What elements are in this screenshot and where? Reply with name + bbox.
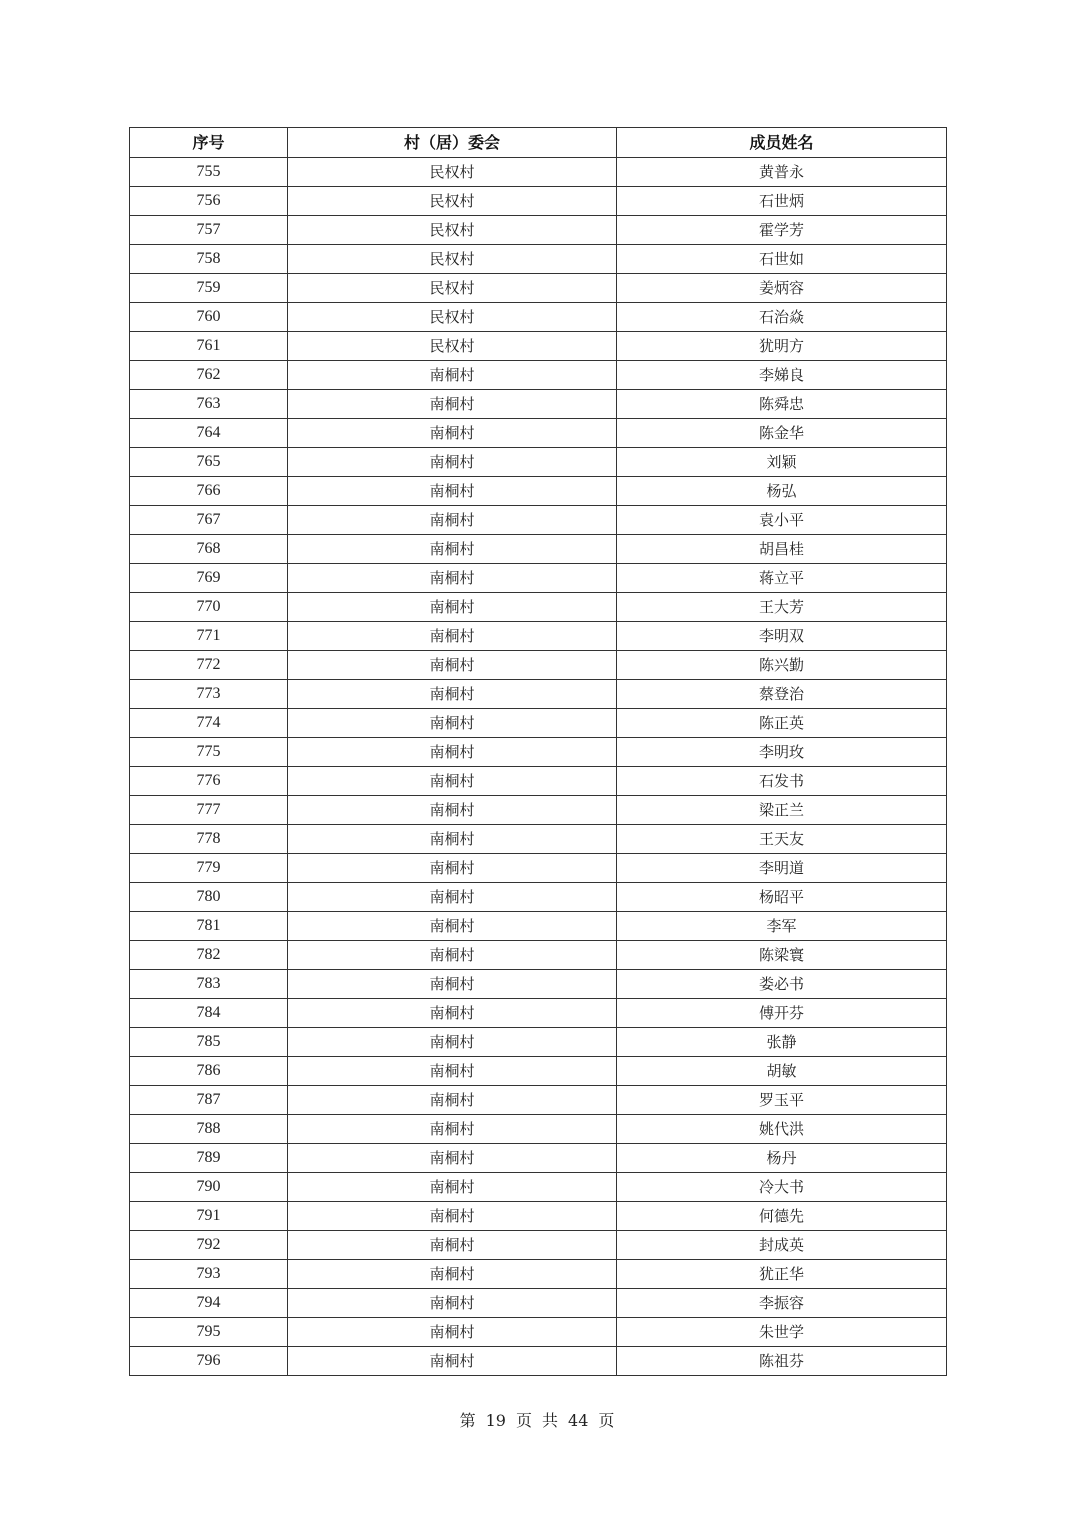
cell-committee: 南桐村 (288, 680, 617, 709)
table-row (130, 535, 947, 564)
table-row (130, 274, 947, 303)
cell-serial-number: 772 (130, 651, 288, 680)
footer-total-unit: 页 (598, 1411, 615, 1430)
cell-serial-number: 790 (130, 1173, 288, 1202)
cell-committee: 南桐村 (288, 1231, 617, 1260)
cell-committee: 民权村 (288, 274, 617, 303)
cell-committee: 民权村 (288, 187, 617, 216)
table-row (130, 1115, 947, 1144)
cell-serial-number: 783 (130, 970, 288, 999)
cell-serial-number: 791 (130, 1202, 288, 1231)
table-row (130, 1318, 947, 1347)
cell-serial-number: 763 (130, 390, 288, 419)
footer-total-pages: 44 (568, 1411, 589, 1430)
header-member-name: 成员姓名 (617, 128, 947, 158)
cell-committee: 南桐村 (288, 912, 617, 941)
cell-member-name: 石世如 (617, 245, 947, 274)
cell-committee: 南桐村 (288, 825, 617, 854)
cell-member-name: 杨丹 (617, 1144, 947, 1173)
cell-serial-number: 776 (130, 767, 288, 796)
table-row (130, 390, 947, 419)
cell-member-name: 王天友 (617, 825, 947, 854)
cell-serial-number: 768 (130, 535, 288, 564)
footer-total-prefix: 共 (542, 1411, 559, 1430)
cell-committee: 南桐村 (288, 651, 617, 680)
cell-serial-number: 780 (130, 883, 288, 912)
cell-member-name: 陈正英 (617, 709, 947, 738)
footer-current-page: 19 (485, 1411, 506, 1430)
cell-serial-number: 773 (130, 680, 288, 709)
cell-member-name: 袁小平 (617, 506, 947, 535)
cell-serial-number: 757 (130, 216, 288, 245)
table-body (130, 158, 947, 1376)
table-row (130, 187, 947, 216)
footer-page-unit: 页 (515, 1411, 532, 1430)
cell-member-name: 杨昭平 (617, 883, 947, 912)
cell-committee: 民权村 (288, 216, 617, 245)
table-header-row (130, 128, 947, 158)
cell-member-name: 陈梁寰 (617, 941, 947, 970)
table-row (130, 796, 947, 825)
cell-serial-number: 761 (130, 332, 288, 361)
cell-member-name: 杨弘 (617, 477, 947, 506)
cell-serial-number: 756 (130, 187, 288, 216)
table-row (130, 1173, 947, 1202)
table-row (130, 1028, 947, 1057)
cell-serial-number: 784 (130, 999, 288, 1028)
cell-serial-number: 787 (130, 1086, 288, 1115)
cell-serial-number: 777 (130, 796, 288, 825)
cell-member-name: 陈祖芬 (617, 1347, 947, 1376)
cell-committee: 南桐村 (288, 999, 617, 1028)
cell-serial-number: 775 (130, 738, 288, 767)
cell-member-name: 傅开芬 (617, 999, 947, 1028)
cell-member-name: 梁正兰 (617, 796, 947, 825)
cell-committee: 南桐村 (288, 1057, 617, 1086)
table-row (130, 361, 947, 390)
table-row (130, 1144, 947, 1173)
cell-member-name: 张静 (617, 1028, 947, 1057)
cell-member-name: 朱世学 (617, 1318, 947, 1347)
cell-member-name: 娄必书 (617, 970, 947, 999)
table-row (130, 506, 947, 535)
table-row (130, 1347, 947, 1376)
table-row (130, 1086, 947, 1115)
table-row (130, 477, 947, 506)
cell-member-name: 罗玉平 (617, 1086, 947, 1115)
cell-member-name: 李军 (617, 912, 947, 941)
cell-serial-number: 765 (130, 448, 288, 477)
cell-committee: 南桐村 (288, 361, 617, 390)
table-row (130, 1231, 947, 1260)
cell-committee: 南桐村 (288, 796, 617, 825)
cell-serial-number: 764 (130, 419, 288, 448)
cell-member-name: 何德先 (617, 1202, 947, 1231)
cell-serial-number: 770 (130, 593, 288, 622)
footer-prefix: 第 (459, 1411, 476, 1430)
cell-serial-number: 795 (130, 1318, 288, 1347)
cell-serial-number: 760 (130, 303, 288, 332)
cell-member-name: 陈金华 (617, 419, 947, 448)
cell-committee: 南桐村 (288, 622, 617, 651)
cell-member-name: 石治焱 (617, 303, 947, 332)
table-row (130, 883, 947, 912)
table-row (130, 158, 947, 187)
table-row (130, 970, 947, 999)
cell-serial-number: 781 (130, 912, 288, 941)
cell-member-name: 黄普永 (617, 158, 947, 187)
header-committee: 村（居）委会 (288, 128, 617, 158)
cell-member-name: 犹明方 (617, 332, 947, 361)
table-row (130, 854, 947, 883)
cell-member-name: 李明双 (617, 622, 947, 651)
cell-committee: 南桐村 (288, 1028, 617, 1057)
table-row (130, 1260, 947, 1289)
table-row (130, 680, 947, 709)
cell-member-name: 胡敏 (617, 1057, 947, 1086)
cell-serial-number: 788 (130, 1115, 288, 1144)
cell-member-name: 李明道 (617, 854, 947, 883)
table-row (130, 593, 947, 622)
cell-serial-number: 755 (130, 158, 288, 187)
table-row (130, 825, 947, 854)
cell-committee: 南桐村 (288, 883, 617, 912)
cell-committee: 南桐村 (288, 419, 617, 448)
cell-member-name: 胡昌桂 (617, 535, 947, 564)
table-row (130, 216, 947, 245)
cell-member-name: 姜炳容 (617, 274, 947, 303)
cell-committee: 南桐村 (288, 767, 617, 796)
table-row (130, 941, 947, 970)
cell-committee: 南桐村 (288, 1144, 617, 1173)
table-row (130, 622, 947, 651)
cell-member-name: 霍学芳 (617, 216, 947, 245)
cell-committee: 民权村 (288, 158, 617, 187)
table-row (130, 448, 947, 477)
cell-member-name: 冷大书 (617, 1173, 947, 1202)
cell-committee: 南桐村 (288, 1318, 617, 1347)
cell-serial-number: 779 (130, 854, 288, 883)
cell-member-name: 王大芳 (617, 593, 947, 622)
cell-serial-number: 771 (130, 622, 288, 651)
cell-member-name: 刘颖 (617, 448, 947, 477)
table-row (130, 912, 947, 941)
cell-committee: 南桐村 (288, 1115, 617, 1144)
table-row (130, 999, 947, 1028)
cell-member-name: 姚代洪 (617, 1115, 947, 1144)
cell-committee: 南桐村 (288, 970, 617, 999)
header-serial-number: 序号 (130, 128, 288, 158)
cell-member-name: 犹正华 (617, 1260, 947, 1289)
member-table (129, 127, 947, 1376)
cell-serial-number: 794 (130, 1289, 288, 1318)
cell-committee: 南桐村 (288, 390, 617, 419)
cell-committee: 南桐村 (288, 535, 617, 564)
table-row (130, 767, 947, 796)
cell-member-name: 石发书 (617, 767, 947, 796)
cell-committee: 南桐村 (288, 1202, 617, 1231)
cell-serial-number: 762 (130, 361, 288, 390)
cell-serial-number: 793 (130, 1260, 288, 1289)
table-row (130, 245, 947, 274)
cell-committee: 南桐村 (288, 854, 617, 883)
cell-committee: 民权村 (288, 303, 617, 332)
cell-committee: 南桐村 (288, 1347, 617, 1376)
cell-committee: 南桐村 (288, 1260, 617, 1289)
cell-committee: 南桐村 (288, 941, 617, 970)
cell-committee: 南桐村 (288, 1289, 617, 1318)
table-row (130, 1202, 947, 1231)
cell-member-name: 李明玫 (617, 738, 947, 767)
table-row (130, 651, 947, 680)
cell-serial-number: 778 (130, 825, 288, 854)
cell-serial-number: 782 (130, 941, 288, 970)
cell-committee: 南桐村 (288, 1086, 617, 1115)
table-row (130, 564, 947, 593)
cell-serial-number: 769 (130, 564, 288, 593)
cell-serial-number: 774 (130, 709, 288, 738)
cell-committee: 南桐村 (288, 709, 617, 738)
cell-serial-number: 789 (130, 1144, 288, 1173)
cell-committee: 南桐村 (288, 593, 617, 622)
cell-committee: 南桐村 (288, 506, 617, 535)
cell-serial-number: 759 (130, 274, 288, 303)
cell-serial-number: 766 (130, 477, 288, 506)
cell-member-name: 陈兴勤 (617, 651, 947, 680)
cell-serial-number: 767 (130, 506, 288, 535)
cell-serial-number: 785 (130, 1028, 288, 1057)
cell-member-name: 封成英 (617, 1231, 947, 1260)
table-row (130, 332, 947, 361)
cell-member-name: 李振容 (617, 1289, 947, 1318)
table-row (130, 1057, 947, 1086)
cell-member-name: 陈舜忠 (617, 390, 947, 419)
cell-serial-number: 796 (130, 1347, 288, 1376)
table-row (130, 419, 947, 448)
cell-member-name: 李娣良 (617, 361, 947, 390)
table-row (130, 709, 947, 738)
table-row (130, 1289, 947, 1318)
table-row (130, 738, 947, 767)
cell-serial-number: 792 (130, 1231, 288, 1260)
cell-committee: 南桐村 (288, 477, 617, 506)
cell-member-name: 蔡登治 (617, 680, 947, 709)
cell-serial-number: 758 (130, 245, 288, 274)
cell-committee: 南桐村 (288, 738, 617, 767)
cell-committee: 民权村 (288, 245, 617, 274)
cell-committee: 民权村 (288, 332, 617, 361)
cell-serial-number: 786 (130, 1057, 288, 1086)
cell-member-name: 石世炳 (617, 187, 947, 216)
cell-member-name: 蒋立平 (617, 564, 947, 593)
cell-committee: 南桐村 (288, 564, 617, 593)
cell-committee: 南桐村 (288, 448, 617, 477)
page-footer (0, 1408, 1074, 1434)
table-row (130, 303, 947, 332)
cell-committee: 南桐村 (288, 1173, 617, 1202)
